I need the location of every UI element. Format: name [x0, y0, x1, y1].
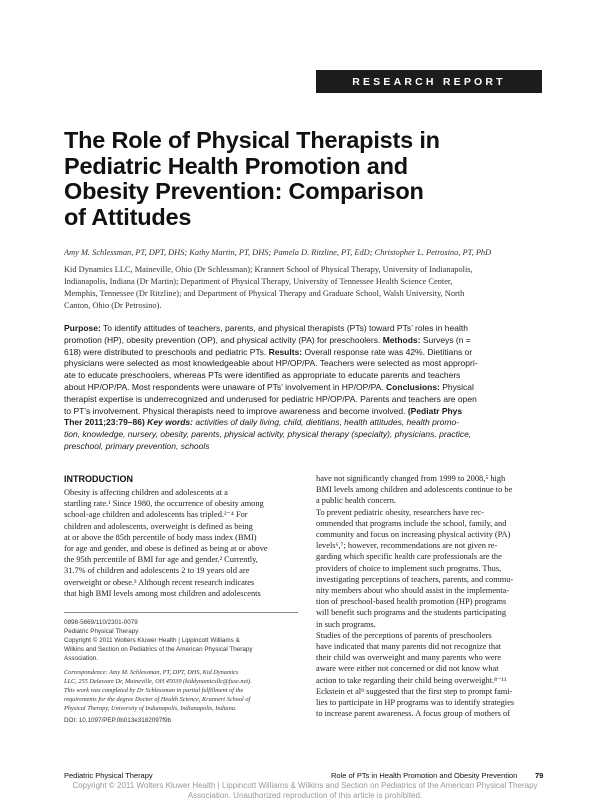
keywords-label: Key words: — [144, 417, 193, 428]
doi: DOI: 10.1097/PEP.0b013e3182097f9b — [64, 717, 172, 724]
abstract-line: therapist expertise is underrecognized and underused for pediatric HP/OP/PA. Parents and teachers are open — [64, 393, 477, 404]
body-line: providers of choice to implement such programs. Thus, — [316, 563, 502, 573]
section-heading-introduction: INTRODUCTION — [64, 474, 133, 484]
body-line: aware were either not concerned or did not know what — [316, 664, 499, 674]
abstract-text: to PT’s involvement. Physical therapists need to improve awareness and become involved. — [64, 405, 408, 416]
body-line: startling rate.¹ Since 1980, the occurrence of obesity among — [64, 499, 264, 509]
body-line: overweight or obese.³ Although recent research indicates — [64, 577, 255, 587]
body-line: will benefit such programs and the students participating — [316, 608, 507, 618]
body-line: to increase parent awareness. A focus group of mothers of — [316, 709, 510, 719]
title-line: of Attitudes — [64, 203, 192, 230]
footnote-line: Pediatric Physical Therapy — [64, 628, 139, 635]
affiliation-line: Memphis, Tennessee (Dr Ritzline); and Department of Physical Therapy and Graduate School, Walsh University, North — [64, 289, 465, 298]
abstract-text: Physical — [439, 381, 474, 392]
body-line: have not significantly changed from 1999 to 2008,⁵ high — [316, 474, 506, 483]
body-line: Obesity is affecting children and adolescents at a — [64, 488, 228, 497]
footnote-line: Association. — [64, 655, 98, 662]
purpose-label: Purpose: — [64, 323, 101, 333]
abstract-text: about HP/OP/PA. Most respondents were unaware of PTs’ involvement in HP/OP/PA. — [64, 381, 387, 392]
body-line: the 95th percentile of BMI for age and gender.² Currently, — [64, 555, 258, 565]
correspondence-line: requirements for the degree Doctor of Health Science, Krannert School of — [64, 696, 251, 703]
footnote-line: Copyright © 2011 Wolters Kluwer Health | Lippincott Williams & — [64, 637, 240, 644]
abstract-line — [64, 441, 553, 453]
body-line: school-age children and adolescents has tripled.²⁻⁴ For — [64, 510, 248, 520]
abstract-line — [64, 347, 553, 359]
abstract-line — [64, 382, 553, 394]
body-line: that high BMI levels among most children and adolescents — [64, 588, 261, 598]
correspondence-line: LLC, 255 Delaware Dr, Maineville, OH 45039 (kiddynamicsllc@fuse.net). — [64, 678, 252, 685]
body-line: To prevent pediatric obesity, researchers have rec- — [316, 507, 484, 517]
abstract-text: To identify attitudes of teachers, parents, and physical therapists (PTs) toward PTs’ roles in health — [100, 323, 468, 333]
body-line: ommended that programs include the school, family, and — [316, 518, 507, 528]
body-column-right — [316, 473, 550, 719]
abstract-line — [64, 335, 553, 347]
body-line: lies to participate in HP programs was to identify strategies — [316, 698, 515, 708]
keywords: activities of daily living, child, dietitians, health attitudes, health promo- — [193, 417, 459, 428]
body-line: children and adolescents, overweight is defined as being — [64, 521, 253, 531]
body-line: community and focus on increasing physical activity (PA) — [316, 530, 511, 540]
copyright-notice: Copyright © 2011 Wolters Kluwer Health | Lippincott Williams & Wilkins and Section on Pediatrics of the American Physical Therapy — [72, 781, 538, 790]
title-line: The Role of Physical Therapists in — [64, 127, 440, 153]
footnote-line: Wilkins and Section on Pediatrics of the American Physical Therapy — [64, 646, 253, 653]
abstract-text: Overall response rate was 42%. Dietitians or — [302, 346, 473, 357]
abstract-text: Surveys (n = — [420, 334, 471, 345]
title-line: Obesity Prevention: Comparison — [64, 178, 424, 204]
body-line: Studies of the perceptions of parents of preschoolers — [316, 630, 492, 640]
abstract-text: promotion (HP), obesity prevention (OP), and physical activity (PA) for preschoolers. — [64, 334, 383, 345]
body-line: BMI levels among children and adolescents continue to be — [316, 485, 513, 495]
body-line: 31.7% of children and adolescents 2 to 19 years old are — [64, 566, 250, 576]
methods-label: Methods: — [382, 334, 421, 345]
results-label: Results: — [268, 346, 303, 357]
citation: Ther 2011;23:79–86) — [64, 417, 145, 428]
body-line: levels⁶,⁷; however, recommendations are not given re- — [316, 541, 498, 551]
correspondence — [64, 668, 298, 713]
citation: (Pediatr Phys — [407, 405, 463, 416]
body-line: garding which specific health care professionals are the — [316, 552, 502, 562]
abstract-line: physicians were selected as most knowledgeable about HP/OP/PA. Teachers were selected as most appropri- — [64, 358, 478, 369]
body-line: action to take regarding their child being overweight.⁸⁻¹¹ — [316, 675, 507, 685]
article-title — [64, 128, 544, 230]
copyright-notice: Association. Unauthorized reproduction of this article is prohibited. — [187, 791, 423, 800]
keywords: tion, knowledge, nursery, obesity, parents, physical activity, physical therapy (specialty), physicians, practice, — [64, 429, 472, 440]
body-line: Eckstein et al⁹ suggested that the first step to prompt fami- — [316, 686, 513, 696]
correspondence-line: Physical Therapy, University of Indianapolis, Indianapolis, Indiana. — [64, 705, 237, 712]
body-line: a public health concern. — [316, 496, 396, 506]
abstract-line — [64, 429, 553, 441]
body-line: at or above the 85th percentile of body mass index (BMI) — [64, 532, 257, 542]
abstract-line — [64, 323, 553, 335]
body-line: in such programs. — [316, 619, 376, 629]
abstract-line — [64, 406, 553, 418]
body-line: their child was overweight and many parents who were — [316, 653, 502, 663]
abstract-line — [64, 417, 553, 429]
body-column-left — [64, 487, 298, 599]
keywords: preschool, primary prevention, schools — [64, 440, 210, 451]
body-line: have indicated that many parents did not recognize that — [316, 642, 502, 652]
correspondence-line: Correspondence: Amy M. Schlessman, PT, DPT, DHS, Kid Dynamics — [64, 669, 239, 676]
title-line: Pediatric Health Promotion and — [64, 152, 408, 179]
footnote-line: 0898-5669/110/2301-0079 — [64, 619, 138, 626]
affiliation-line: Canton, Ohio (Dr Petrosino). — [64, 301, 162, 310]
author-list: Amy M. Schlessman, PT, DPT, DHS; Kathy Martin, PT, DHS; Pamela D. Ritzline, PT, EdD; Christopher L. Petrosino, PT, PhD — [64, 248, 492, 257]
affiliations — [64, 264, 554, 312]
abstract-text: 618) were distributed to preschools and pediatric PTs. — [64, 346, 269, 357]
abstract-line: ate to educate preschoolers, whereas PTs were identified as appropriate to educate parents and teachers — [64, 370, 461, 381]
body-line: for age and gender, and obese is defined as being at or above — [64, 544, 268, 554]
body-line: investigating perceptions of teachers, parents, and commu- — [316, 574, 514, 584]
article-footnote — [64, 612, 298, 725]
body-line: nity members about who should assist in the implementa- — [316, 586, 510, 596]
conclusions-label: Conclusions: — [386, 381, 440, 392]
body-line: tion of preschool-based health promotion (HP) programs — [316, 597, 507, 607]
running-footer-journal: Pediatric Physical Therapy — [64, 771, 153, 780]
affiliation-line: Kid Dynamics LLC, Maineville, Ohio (Dr Schlessman); Krannert School of Physical Therapy, University of Indianapolis, — [64, 265, 473, 274]
correspondence-line: This work was completed by Dr Schlessman in partial fulfillment of the — [64, 687, 244, 694]
abstract — [64, 323, 553, 453]
section-banner: RESEARCH REPORT — [316, 70, 542, 93]
running-footer-title: Role of PTs in Health Promotion and Obesity Prevention — [331, 771, 518, 780]
page-number: 79 — [535, 771, 544, 780]
affiliation-line: Indianapolis, Indiana (Dr Martin); Department of Physical Therapy, University of Tennessee Health Science Center, — [64, 277, 453, 286]
